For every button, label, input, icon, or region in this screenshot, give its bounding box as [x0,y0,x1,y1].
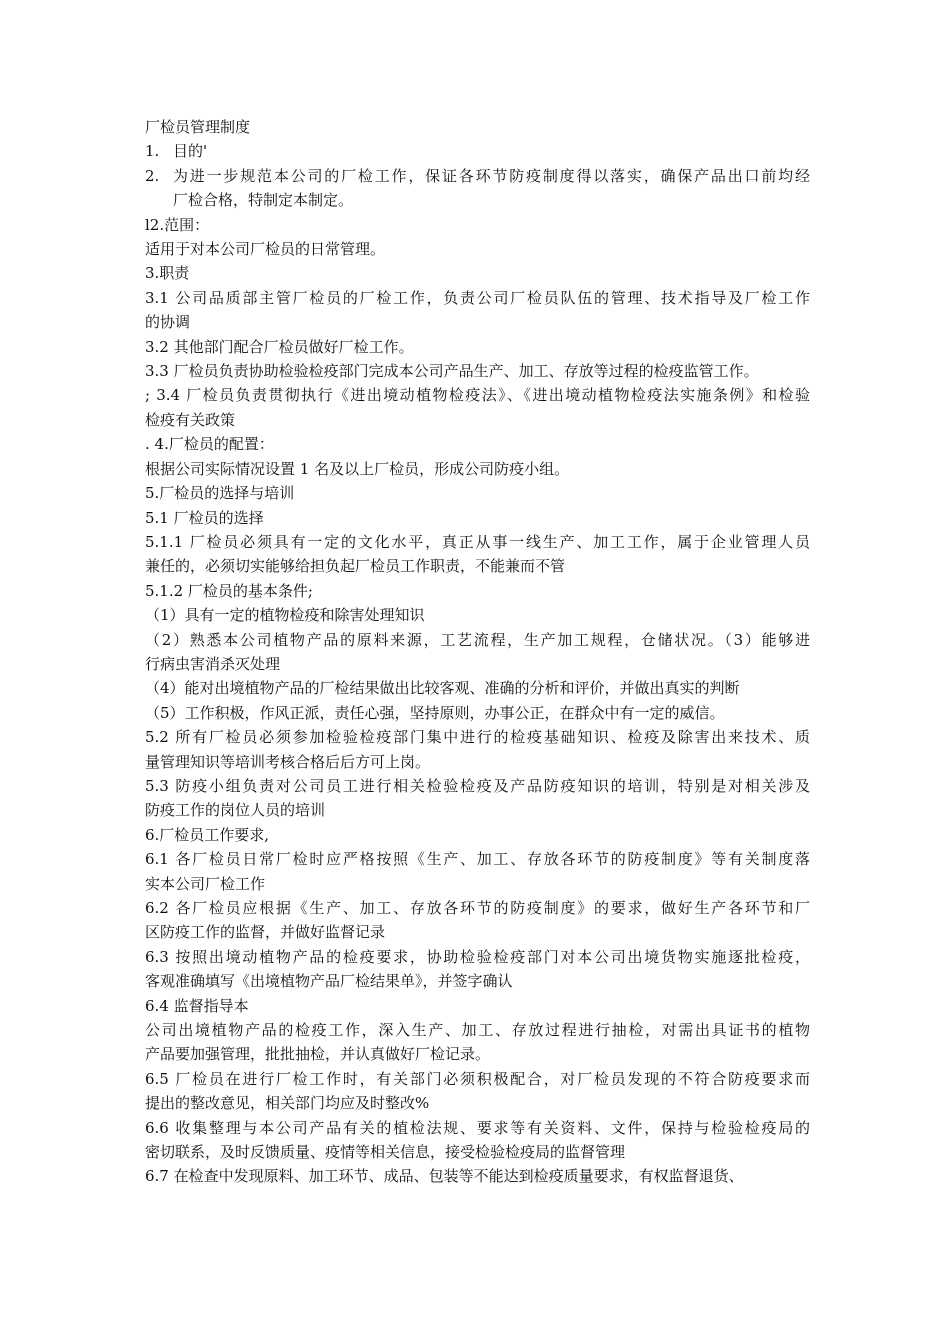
text-line: （2）熟悉本公司植物产品的原料来源，工艺流程，生产加工规程，仓储状况。（3）能够进 [145,630,810,649]
text-line: （4）能对出境植物产品的厂检结果做出比较客观、准确的分析和评价，并做出真实的判断 [145,679,740,698]
paragraph [145,481,810,505]
text-line: 量管理知识等培训考核合格后后方可上岗。 [145,752,431,771]
paragraph [145,457,810,481]
text-line: 5.1 厂检员的选择 [145,508,264,527]
paragraph [145,579,810,603]
paragraph [145,994,810,1018]
text-line: 6.6 收集整理与本公司产品有关的植检法规、要求等有关资料、文件，保持与检验检疫局的 [145,1118,810,1137]
paragraph [145,725,810,774]
list-item [145,164,810,213]
paragraph [145,359,810,383]
text-line: 5.3 防疫小组负责对公司员工进行相关检验检疫及产品防疫知识的培训，特别是对相关涉及 [145,776,810,795]
text-line: 5.1.2 厂检员的基本条件; [145,581,313,600]
text-line: 5.1.1 厂检员必须具有一定的文化水平，真正从事一线生产、加工工作，属于企业管理人员 [145,532,810,551]
text-line: 6.厂检员工作要求, [145,825,270,844]
paragraph [145,1067,810,1116]
text-line: 6.1 各厂检员日常厂检时应严格按照《生产、加工、存放各环节的防疫制度》等有关制度落 [145,850,810,869]
paragraph [145,237,810,261]
document-body [145,213,810,1189]
text-line: 密切联系，及时反馈质量、疫情等相关信息，接受检验检疫局的监督管理 [145,1143,626,1162]
text-line: 的协调 [145,313,191,332]
paragraph [145,774,810,823]
text-line: 3.3 厂检员负责协助检验检疫部门完成本公司产品生产、加工、存放等过程的检疫监管工作。 [145,362,759,381]
list-item-text [173,164,810,213]
list-item-number: 2. [145,166,160,185]
text-line: （5）工作积极，作风正派，责任心强，坚持原则，办事公正，在群众中有一定的威信。 [145,703,725,722]
text-line: 行病虫害消杀灭处理 [145,654,281,673]
paragraph [145,506,810,530]
paragraph [145,847,810,896]
text-line: 3.1 公司品质部主管厂检员的厂检工作，负责公司厂检员队伍的管理、技术指导及厂检工作 [145,288,810,307]
paragraph [145,945,810,994]
paragraph [145,530,810,579]
text-line: l2.范围： [145,215,210,234]
document-title: 厂检员管理制度 [145,118,251,136]
text-line: 产品要加强管理，批批抽检，并认真做好厂检记录。 [145,1045,491,1064]
paragraph [145,1018,810,1067]
paragraph [145,603,810,627]
text-line: 适用于对本公司厂检员的日常管理。 [145,240,386,259]
paragraph [145,261,810,285]
text-line: 检疫有关政策 [145,410,236,429]
text-line: 厂检合格，特制定本制定。 [173,191,354,210]
list-item-number: 1. [145,142,160,161]
text-line: 公司出境植物产品的检疫工作，深入生产、加工、存放过程进行抽检，对需出具证书的植物 [145,1021,810,1040]
paragraph [145,383,810,432]
text-line: 6.4 监督指导本 [145,996,249,1015]
text-line: 6.7 在检查中发现原料、加工环节、成品、包装等不能达到检疫质量要求，有权监督退货、 [145,1167,744,1186]
paragraph [145,432,810,456]
paragraph [145,823,810,847]
text-line: 防疫工作的岗位人员的培训 [145,801,326,820]
list-item-text [173,139,810,163]
paragraph [145,701,810,725]
text-line: 6.2 各厂检员应根据《生产、加工、存放各环节的防疫制度》的要求，做好生产各环节和厂 [145,899,810,917]
list-item [145,139,810,163]
text-line: 为进一步规范本公司的厂检工作，保证各环节防疫制度得以落实，确保产品出口前均经 [173,166,810,185]
text-line: 3.职责 [145,264,190,283]
document-page [145,115,810,1189]
text-line: 3.2 其他部门配合厂检员做好厂检工作。 [145,337,414,356]
paragraph [145,676,810,700]
text-line: （1）具有一定的植物检疫和除害处理知识 [145,606,425,625]
paragraph [145,335,810,359]
paragraph [145,1164,810,1188]
paragraph [145,213,810,237]
text-line: . 4.厂检员的配置： [145,435,274,454]
text-line: 客观准确填写《出境植物产品厂检结果单》，并签字确认 [145,972,513,991]
text-line: 6.3 按照出境动植物产品的检疫要求，协助检验检疫部门对本公司出境货物实施逐批检疫， [145,947,810,966]
text-line: 5.厂检员的选择与培训 [145,484,295,503]
text-line: 5.2 所有厂检员必须参加检验检疫部门集中进行的检疫基础知识、检疫及除害出来技术、质 [145,728,810,747]
numbered-list [145,139,810,212]
text-line: ; 3.4 厂检员负责贯彻执行《进出境动植物检疫法》、《进出境动植物检疫法实施条例》和检验 [145,386,810,405]
text-line: 提出的整改意见，相关部门均应及时整改% [145,1094,430,1113]
text-line: 区防疫工作的监督，并做好监督记录 [145,923,386,942]
text-line: 目的' [173,142,208,161]
paragraph [145,1116,810,1165]
text-line: 兼任的，必须切实能够给担负起厂检员工作职责，不能兼而不管 [145,557,566,576]
paragraph [145,896,810,945]
text-line: 6.5 厂检员在进行厂检工作时，有关部门必须积极配合，对厂检员发现的不符合防疫要求而 [145,1069,810,1088]
text-line: 根据公司实际情况设置 1 名及以上厂检员，形成公司防疫小组。 [145,459,570,478]
text-line: 实本公司厂检工作 [145,874,266,893]
paragraph [145,628,810,677]
paragraph [145,286,810,335]
